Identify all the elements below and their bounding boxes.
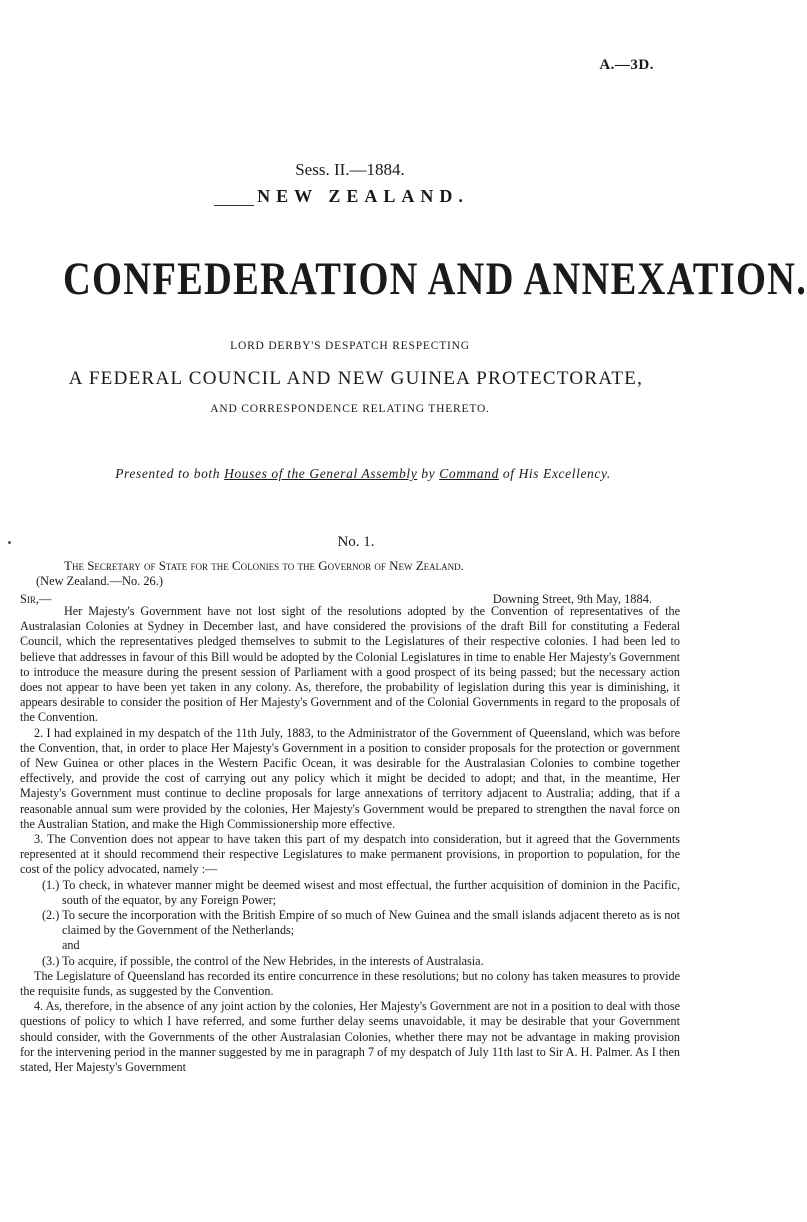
country-line: NEW ZEALAND.: [257, 186, 469, 206]
subtitle-3: AND CORRESPONDENCE RELATING THERETO.: [210, 403, 490, 415]
presented-underlined: Houses of the General Assembly: [224, 466, 418, 481]
subtitle-2: A FEDERAL COUNCIL AND NEW GUINEA PROTECTORATE,: [68, 368, 644, 389]
paragraph-4: 4. As, therefore, in the absence of any joint action by the colonies, Her Majesty's Government are not in a position to deal with those questions of policy to which I have referred, and some further delay seems unavoidable, it may be desirable that your Government should consider, with the Governments of the other Australasian Colonies, whether there may not be advantage in making provision for the intervening period in the manner suggested by me in paragraph 7 of my despatch of July 11th last to Sir A. H. Palmer. As I then stated, Her Majesty's Government: [20, 999, 680, 1075]
date-line: Downing Street, 9th May, 1884.: [492, 592, 652, 606]
paragraph-3b: The Legislature of Queensland has recorded its entire concurrence in these resolutions; but no colony has taken measures to provide the requisite funds, as suggested by the Convention.: [20, 968, 680, 999]
main-title: CONFEDERATION AND ANNEXATION.: [63, 253, 807, 305]
presented-part: by: [417, 466, 440, 481]
paragraph-1: Her Majesty's Government have not lost sight of the resolutions adopted by the Convention of representatives of the Australasian Colonies at Sydney in December last, and have considered the provisions of the draft Bill for constituting a Federal Council, which the representatives pledged themselves to submit to the Legislatures of their respective colonies. I had been led to believe that addresses in favour of this Bill would be adopted by the Colonial Legislatures in time to enable Her Majesty's Government to introduce the measure during the present session of Parliament with a good prospect of its being passed; but the necessary action does not appear to have been yet taken in any colony. As, therefore, the probability of legislation during this year is diminishing, it appears desirable to consider the position of Her Majesty's Government and of the Colonial Governments in regard to the proposals of the Convention.: [20, 604, 680, 725]
presented-line: [0, 466, 700, 482]
presented-part: Presented to both: [115, 466, 225, 481]
divider-rule: [214, 205, 254, 206]
salutation: Sir,—: [20, 592, 52, 606]
list-item-3: (3.) To acquire, if possible, the control of the New Hebrides, in the interests of Australasia.: [42, 953, 484, 968]
despatch-number: No. 1.: [337, 534, 375, 550]
despatch-body: [20, 604, 680, 1075]
paragraph-2: 2. I had explained in my despatch of the 11th July, 1883, to the Administrator of the Government of Queensland, which was before the Convention, that, in order to place Her Majesty's Government in a position to consider proposals for the protection or government of New Guinea or other places in the Western Pacific Ocean, it was desirable for the Australasian Colonies to combine together effectively, and provide the cost of carrying out any policy which it might be decided to adopt; and that, in the meantime, Her Majesty's Government must continue to decline proposals for large annexations of territory adjacent to Australia; adding, that if a reasonable annual sum were provided by the colonies, Her Majesty's Government would be prepared to strengthen the naval force on the Australian Station, and make the High Commissionership more effective.: [20, 725, 680, 831]
presented-part: of His Excellency.: [498, 466, 611, 481]
list-item-2: (2.) To secure the incorporation with the British Empire of so much of New Guinea and the small islands adjacent thereto as is not claimed by the Government of the Netherlands;: [42, 908, 680, 938]
despatch-heading: The Secretary of State for the Colonies to the Governor of New Zealand.: [64, 558, 464, 573]
despatch-reference: (New Zealand.—No. 26.): [36, 574, 163, 588]
session-line: Sess. II.—1884.: [295, 160, 405, 179]
list-item-2-and: and: [62, 938, 80, 953]
presented-underlined: Command: [439, 466, 499, 481]
subtitle-1: LORD DERBY'S DESPATCH RESPECTING: [230, 340, 470, 352]
paragraph-3: 3. The Convention does not appear to have taken this part of my despatch into consideration, but it agreed that the Governments represented at it should recommend their respective Legislatures to make permanent provisions, in proportion to population, for the cost of the policy advocated, namely :—: [20, 832, 680, 877]
paper-reference: A.—3D.: [599, 57, 654, 73]
list-item-1: (1.) To check, in whatever manner might be deemed wisest and most effectual, the further acquisition of dominion in the Pacific, south of the equator, by any Foreign Power;: [42, 877, 680, 907]
